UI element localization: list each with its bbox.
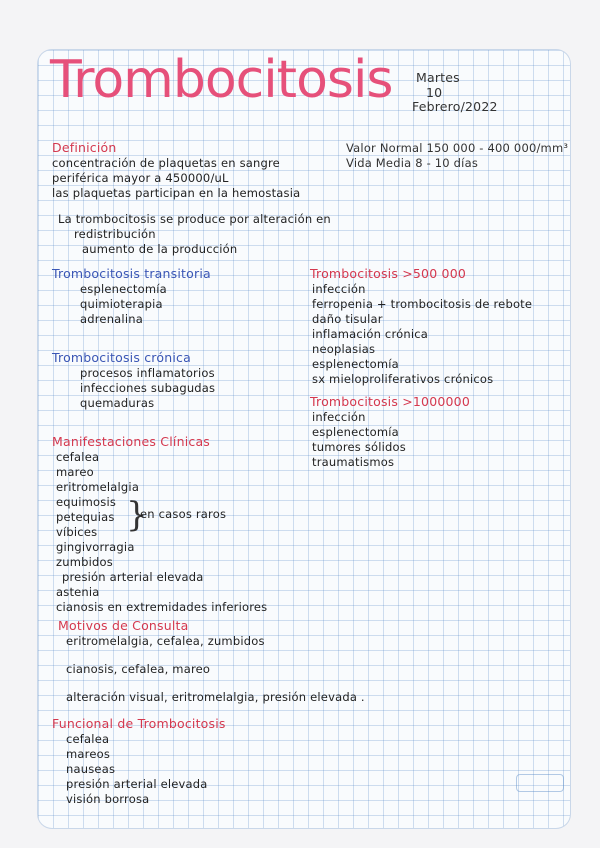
manifestacion-item: cianosis en extremidades inferiores — [56, 600, 268, 614]
manifestacion-item: eritromelalgia — [56, 480, 140, 494]
manifestacion-item: mareo — [56, 465, 94, 479]
manifestacion-item: zumbidos — [56, 555, 113, 569]
cronica-item: quemaduras — [80, 396, 155, 410]
cronica-item: procesos inflamatorios — [80, 366, 215, 380]
date-day: Martes — [416, 70, 460, 85]
manifestacion-item: gingivorragia — [56, 540, 135, 554]
transitoria-item: quimioterapia — [80, 297, 163, 311]
t1000-item: esplenectomía — [312, 425, 399, 439]
motivos-heading: Motivos de Consulta — [58, 618, 189, 633]
cronica-item: infecciones subagudas — [80, 381, 216, 395]
motivo-item: alteración visual, eritromelalgia, presión elevada . — [66, 690, 365, 704]
funcional-item: presión arterial elevada — [66, 777, 208, 791]
definicion-line: concentración de plaquetas en sangre — [52, 156, 280, 170]
date-text: Febrero/2022 — [412, 99, 498, 114]
definicion-heading: Definición — [52, 140, 117, 155]
funcional-item: cefalea — [66, 732, 110, 746]
brace-icon: } — [126, 495, 148, 535]
manifestacion-item: petequias — [56, 510, 115, 524]
t1000-item: tumores sólidos — [312, 440, 406, 454]
notebook-logo — [516, 774, 564, 792]
cronica-heading: Trombocitosis crónica — [52, 350, 191, 365]
produce-item: redistribución — [74, 227, 156, 241]
funcional-heading: Funcional de Trombocitosis — [52, 716, 226, 731]
manifestacion-item: víbices — [56, 525, 98, 539]
t1000-heading: Trombocitosis >1000000 — [310, 394, 470, 409]
t500-item: daño tisular — [312, 312, 383, 326]
manifestaciones-heading: Manifestaciones Clínicas — [52, 434, 211, 449]
motivo-item: cianosis, cefalea, mareo — [66, 662, 211, 676]
manifestacion-item: presión arterial elevada — [62, 570, 204, 584]
t500-item: esplenectomía — [312, 357, 399, 371]
valor-normal: Valor Normal 150 000 - 400 000/mm³ — [346, 141, 569, 155]
date-number: 10 — [426, 85, 443, 100]
funcional-item: nauseas — [66, 762, 116, 776]
produce-line: La trombocitosis se produce por alteración en — [58, 212, 331, 226]
funcional-item: visión borrosa — [66, 792, 150, 806]
produce-item: aumento de la producción — [82, 242, 238, 256]
definicion-line: periférica mayor a 450000/uL — [52, 171, 229, 185]
t1000-item: traumatismos — [312, 455, 395, 469]
manifestacion-item: equimosis — [56, 495, 117, 509]
transitoria-item: adrenalina — [80, 312, 143, 326]
t500-item: infección — [312, 282, 366, 296]
vida-media: Vida Media 8 - 10 días — [346, 156, 479, 170]
funcional-item: mareos — [66, 747, 111, 761]
t500-item: ferropenia + trombocitosis de rebote — [312, 297, 533, 311]
motivo-item: eritromelalgia, cefalea, zumbidos — [66, 634, 265, 648]
t500-heading: Trombocitosis >500 000 — [310, 266, 466, 281]
t500-item: neoplasias — [312, 342, 376, 356]
t1000-item: infección — [312, 410, 366, 424]
manifestacion-item: cefalea — [56, 450, 100, 464]
transitoria-item: esplenectomía — [80, 282, 167, 296]
page-title: Trombocitosis — [50, 50, 393, 110]
t500-item: sx mieloproliferativos crónicos — [312, 372, 494, 386]
casos-raros-note: en casos raros — [140, 507, 227, 521]
transitoria-heading: Trombocitosis transitoria — [52, 266, 211, 281]
definicion-line: las plaquetas participan en la hemostasia — [52, 186, 301, 200]
t500-item: inflamación crónica — [312, 327, 429, 341]
manifestacion-item: astenia — [56, 585, 100, 599]
